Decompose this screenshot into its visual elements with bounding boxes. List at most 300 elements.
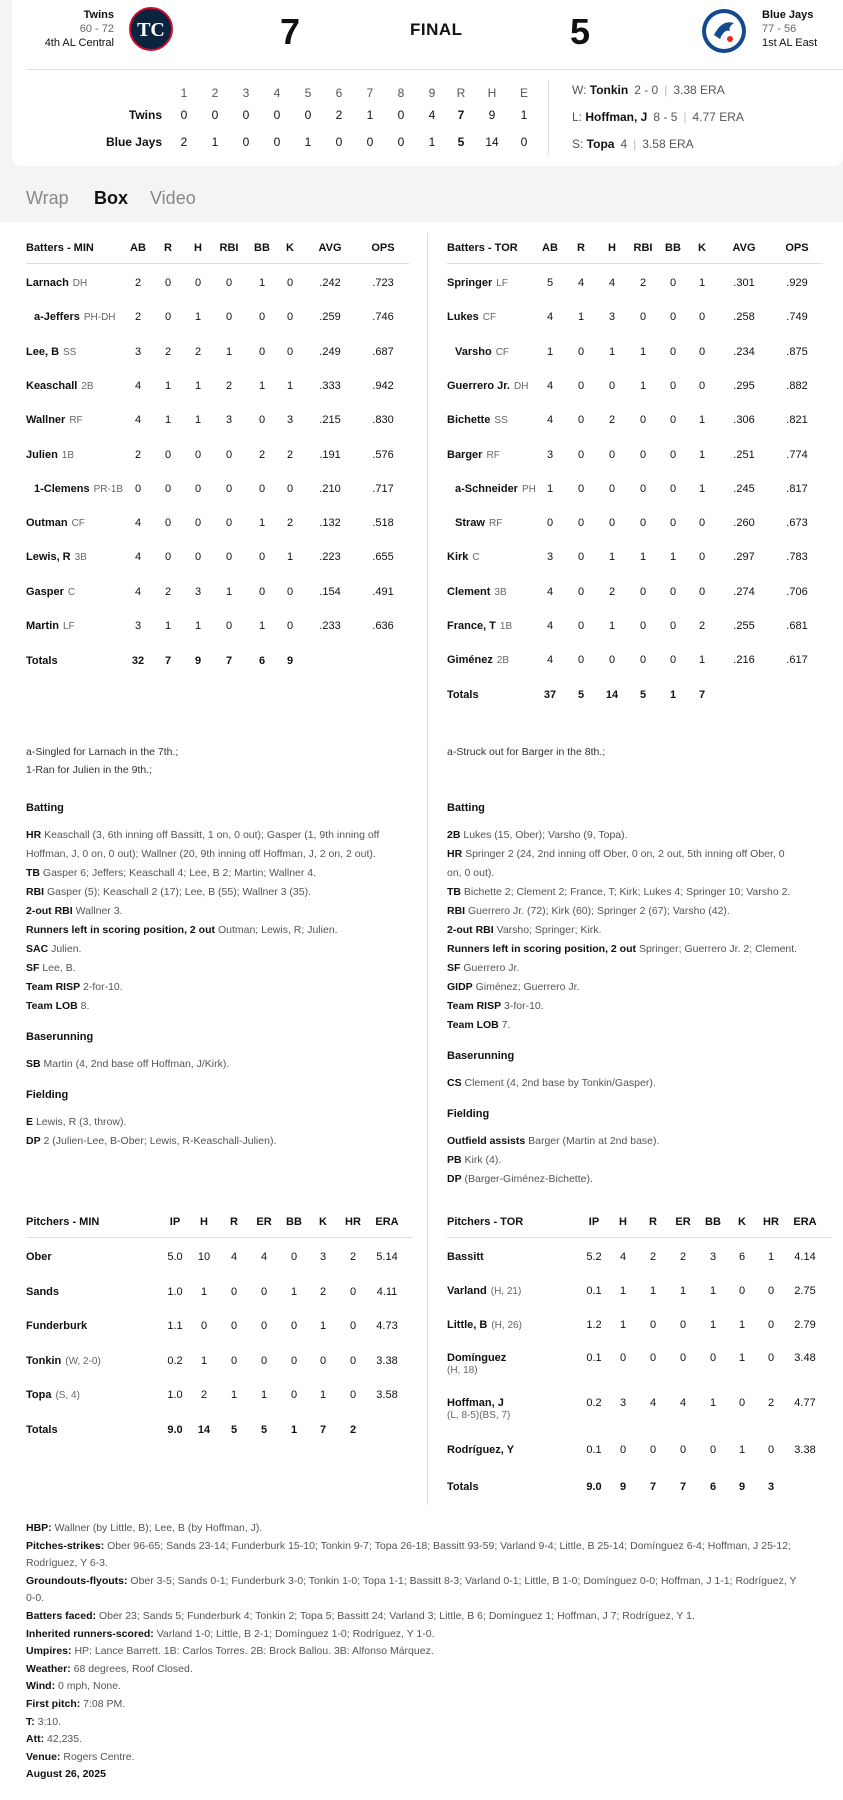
min-detail-line	[26, 826, 379, 845]
twins-logo-icon[interactable]	[129, 7, 173, 51]
linescore-header-7: 7	[366, 86, 374, 100]
min-detail-line	[26, 864, 316, 883]
min-pitching-totals-cell: 5	[260, 1424, 268, 1436]
min-detail-line	[26, 902, 122, 921]
game-info-line	[26, 1748, 826, 1767]
min-batting-header-bb: BB	[254, 242, 270, 254]
tor-batting-totals-cell: 7	[698, 689, 706, 701]
tor-batting-player-row-name	[455, 517, 502, 529]
min-batting-stat-cell: .215	[319, 414, 341, 427]
min-pitching-stat-cell: 0	[349, 1285, 357, 1298]
decision-pitcher[interactable]: Hoffman, J	[585, 110, 648, 124]
tab-wrap[interactable]: Wrap	[26, 188, 69, 208]
tor-batting-stat-cell: 1	[698, 414, 706, 427]
tor-pitching-stat-cell: 0	[738, 1285, 746, 1297]
min-pitching-stat-cell: 4.73	[376, 1320, 398, 1332]
min-batting-table-header-label: Batters - MIN	[26, 242, 94, 254]
tor-pitching-stat-cell: 1	[709, 1319, 717, 1331]
tor-batting-stat-cell: 0	[577, 517, 585, 530]
min-detail-value: Keaschall (3, 6th inning off Bassitt, 1 on, 0 out); Gasper (1, 9th inning off	[44, 829, 380, 841]
away-team-info	[28, 8, 114, 50]
tor-batting-player-position: C	[472, 552, 480, 564]
min-batting-stat-cell: 0	[194, 551, 202, 564]
min-batting-stat-cell: .132	[319, 517, 341, 530]
decision-pitcher[interactable]: Tonkin	[589, 83, 629, 97]
tor-pitching-player-name[interactable]: Bassitt	[447, 1251, 484, 1263]
tor-batting-totals-cell: 14	[605, 689, 619, 701]
min-detail-value: 2 (Julien-Lee, B-Ober; Lewis, R-Keaschall-Julien).	[43, 1135, 277, 1147]
tor-batting-stat-cell: 0	[577, 414, 585, 427]
tor-batting-stat-cell: .706	[786, 585, 808, 598]
min-pitching-stat-cell: 1	[200, 1354, 208, 1367]
min-batting-stat-cell: .655	[372, 551, 394, 564]
tor-batting-stat-cell: 1	[577, 311, 585, 324]
game-info-line	[26, 1642, 826, 1661]
min-batting-player-name[interactable]: Larnach	[26, 277, 69, 289]
min-detail-key: SAC	[26, 943, 49, 955]
tor-batting-stat-cell: 0	[669, 379, 677, 392]
tor-detail-line	[447, 883, 790, 902]
min-batting-stat-cell: .518	[372, 517, 394, 530]
min-pitching-stat-cell: 2	[319, 1285, 327, 1298]
min-batting-stat-cell: 0	[286, 620, 294, 632]
tor-pitching-player-name[interactable]: Domínguez	[447, 1352, 507, 1364]
linescore-cell: 7	[457, 108, 465, 122]
min-pitching-stat-cell: 1	[319, 1389, 327, 1401]
tor-pitching-stat-cell: 4.77	[794, 1397, 816, 1409]
game-info-line	[26, 1625, 826, 1644]
min-detail-value: Wallner 3.	[75, 905, 123, 917]
tor-detail-key: GIDP	[447, 981, 473, 993]
home-team-standing: 1st AL East	[762, 37, 818, 49]
tor-pitching-player-row-name	[447, 1285, 521, 1297]
min-batting-stat-cell: 4	[134, 585, 142, 598]
linescore-team-name[interactable]: Twins	[128, 108, 162, 122]
min-batting-stat-cell: 2	[194, 345, 202, 358]
tor-pitching-pitcher-note-2: (L, 8-5)(BS, 7)	[447, 1410, 511, 1421]
min-detail-value: Gasper (5); Keaschall 2 (17); Lee, B (55); Wallner 3 (35).	[47, 886, 311, 898]
tor-detail-line	[447, 921, 601, 940]
min-section-title: Batting	[26, 802, 64, 814]
tor-batting-player-name[interactable]: Varsho	[455, 345, 492, 358]
tor-pitching-stat-cell: 0.1	[586, 1444, 602, 1456]
linescore-team-name[interactable]: Blue Jays	[105, 135, 162, 149]
tor-pitching-stat-cell: 2	[679, 1251, 687, 1263]
tor-batting-stat-cell: 1	[546, 345, 554, 358]
tor-pitching-player-row-name	[447, 1251, 484, 1263]
min-pitching-stat-cell: 0	[319, 1354, 327, 1367]
tor-batting-stat-cell: 0	[608, 448, 616, 461]
tor-pitching-stat-cell: 4	[679, 1397, 687, 1409]
min-batting-stat-cell: 0	[286, 345, 294, 358]
min-batting-player-name[interactable]: Lee, B	[26, 345, 60, 358]
tor-detail-line	[447, 1170, 593, 1189]
tab-video[interactable]: Video	[150, 188, 196, 208]
tor-batting-stat-cell: 0	[639, 311, 647, 324]
min-pitching-totals-label: Totals	[26, 1424, 58, 1436]
tor-batting-totals-cell: 5	[577, 689, 585, 701]
tor-pitching-player-name[interactable]: Varland	[447, 1285, 487, 1297]
tor-batting-stat-cell: 2	[608, 585, 616, 598]
min-batting-stat-cell: 0	[258, 414, 266, 427]
min-batting-player-row-name	[26, 380, 94, 392]
tor-batting-player-name[interactable]: Barger	[447, 448, 483, 461]
tor-detail-value: on, 0 out).	[447, 867, 495, 879]
min-batting-player-row-name	[34, 311, 116, 323]
min-batting-stat-cell: 1	[194, 379, 202, 392]
min-pitching-totals-cell: 1	[290, 1424, 298, 1436]
decision-pitcher[interactable]: Topa	[586, 137, 615, 151]
linescore-cell: 14	[485, 135, 499, 149]
tor-pitching-stat-cell: 0	[767, 1352, 775, 1364]
linescore-cell: 5	[457, 135, 465, 149]
tor-detail-key: 2B	[447, 829, 461, 841]
tor-detail-line	[447, 1074, 656, 1093]
tor-batting-stat-cell: .783	[786, 551, 808, 564]
tor-batting-player-name[interactable]: Lukes	[447, 311, 479, 324]
min-pitching-header-bb: BB	[286, 1216, 302, 1228]
home-team-record: 77 - 56	[762, 23, 797, 35]
linescore-divider	[548, 80, 549, 155]
min-batting-player-position: CF	[71, 518, 85, 530]
tor-pitching-player-row-name	[447, 1352, 506, 1364]
tor-batting-stat-cell: 4	[608, 277, 616, 289]
tor-batting-stat-cell: 4	[546, 654, 554, 667]
home-team-name[interactable]: Blue Jays	[762, 9, 814, 21]
min-detail-line	[26, 959, 76, 978]
min-batting-stat-cell: 1	[194, 414, 202, 427]
tor-batting-stat-cell: .251	[733, 448, 755, 461]
tor-detail-line	[447, 864, 494, 883]
tor-batting-stat-cell: .258	[733, 311, 755, 324]
min-batting-player-name[interactable]: Keaschall	[26, 379, 78, 392]
min-pitching-stat-cell: 10	[197, 1251, 211, 1263]
tor-batting-stat-cell: .306	[733, 414, 755, 427]
tor-pitching-stat-cell: 6	[738, 1251, 746, 1263]
tor-batting-player-position: RF	[486, 449, 500, 461]
tor-detail-line	[447, 997, 544, 1016]
min-batting-stat-cell: .830	[372, 414, 394, 427]
game-info-value: 0 mph, None.	[57, 1680, 122, 1693]
min-pitching-stat-cell: 1	[319, 1320, 327, 1332]
min-detail-value: 8.	[80, 1000, 90, 1012]
min-batting-player-position: RF	[69, 415, 83, 427]
tor-batting-stat-cell: 0	[698, 551, 706, 564]
min-pitching-stat-cell: 4.11	[376, 1285, 398, 1298]
tor-batting-stat-cell: 0	[608, 379, 616, 392]
tor-batting-header-k: K	[698, 242, 706, 254]
game-info-key: HBP:	[26, 1522, 52, 1534]
min-batting-player-position: SS	[63, 346, 77, 358]
tor-pitching-player-name[interactable]: Little, B	[447, 1319, 488, 1331]
away-team-record: 60 - 72	[79, 23, 114, 35]
min-batting-player-name[interactable]: Martin	[26, 620, 59, 632]
min-batting-stat-cell: .259	[319, 311, 341, 324]
tor-detail-line	[447, 826, 628, 845]
tor-batting-stat-cell: 0	[577, 551, 585, 564]
tor-batting-player-position: CF	[495, 346, 510, 358]
linescore-cell: 1	[366, 108, 374, 122]
min-batting-stat-cell: 1	[164, 379, 172, 392]
min-batting-stat-cell: 1	[258, 620, 266, 632]
min-batting-stat-cell: 1	[164, 414, 172, 427]
tor-batting-player-row-name	[447, 551, 480, 563]
min-batting-player-row-name	[26, 586, 75, 598]
min-batting-player-name[interactable]: Julien	[26, 448, 58, 461]
tor-batting-player-row-name	[447, 277, 508, 289]
min-batting-player-row-name	[26, 277, 87, 289]
min-pitching-stat-cell: 5.0	[167, 1251, 183, 1263]
tor-pitching-stat-cell: 0.2	[586, 1397, 602, 1409]
tor-batting-player-position: 1B	[499, 621, 513, 632]
min-batting-stat-cell: .191	[319, 448, 341, 461]
tor-batting-player-name[interactable]: Giménez	[447, 654, 493, 667]
min-pitching-player-name[interactable]: Tonkin	[26, 1354, 62, 1367]
tor-pitching-stat-cell: 4.14	[794, 1251, 816, 1263]
tor-batting-player-name[interactable]: Straw	[455, 517, 485, 530]
linescore-header-1: 1	[180, 86, 188, 100]
min-batting-stat-cell: 0	[286, 585, 294, 598]
min-batting-player-name[interactable]: Wallner	[26, 414, 66, 427]
game-info-line	[26, 1537, 826, 1556]
game-info-key: Att:	[26, 1733, 45, 1746]
min-batting-player-name[interactable]: a-Jeffers	[34, 311, 80, 324]
tor-batting-stat-cell: 4	[546, 414, 554, 427]
min-batting-player-position: PR-1B	[93, 483, 124, 495]
min-batting-stat-cell: 0	[286, 482, 294, 495]
decision-era: 4.77 ERA	[692, 110, 744, 124]
tor-pitching-header-k: K	[738, 1216, 746, 1228]
tor-batting-stat-cell: 0	[669, 277, 677, 289]
game-info-line	[26, 1607, 826, 1626]
linescore-cell: 1	[520, 108, 528, 122]
tor-batting-header-h: H	[608, 242, 616, 254]
tor-batting-stat-cell: .673	[786, 517, 808, 530]
tor-pitching-player-row-name	[447, 1319, 522, 1331]
min-batting-stat-cell: .491	[372, 585, 394, 598]
tor-pitching-stat-cell: 4	[619, 1251, 627, 1263]
min-pitching-stat-cell: 0	[260, 1354, 268, 1367]
decision-separator: |	[633, 137, 637, 151]
tor-pitching-stat-cell: 0	[649, 1352, 657, 1364]
linescore-cell: 0	[397, 135, 405, 149]
min-batting-stat-cell: 0	[225, 482, 233, 495]
min-batting-player-name[interactable]: 1-Clemens	[34, 482, 90, 495]
min-batting-player-position: 2B	[81, 380, 94, 392]
min-batting-player-position: 1B	[61, 449, 75, 461]
min-batting-stat-cell: 1	[225, 345, 233, 358]
tor-batting-stat-cell: 0	[669, 414, 677, 427]
min-pitching-player-name[interactable]: Topa	[26, 1389, 52, 1401]
tor-pitching-player-name[interactable]: Rodríguez, Y	[447, 1444, 515, 1456]
tor-detail-value: Springer 2 (24, 2nd inning off Ober, 0 on, 2 out, 5th inning off Ober, 0	[465, 848, 785, 860]
min-section-title: Baserunning	[26, 1031, 94, 1043]
min-batting-stat-cell: .210	[319, 482, 341, 495]
min-batting-stat-cell: 3	[225, 414, 233, 427]
linescore-header-h: H	[487, 86, 497, 100]
min-detail-key: Team LOB	[26, 1000, 78, 1012]
min-detail-line	[26, 883, 311, 902]
game-info-key: Weather:	[26, 1662, 71, 1675]
min-batting-stat-cell: 0	[258, 482, 266, 495]
min-batting-stat-cell: 1	[194, 620, 202, 632]
tor-pitching-totals-cell: 3	[767, 1481, 775, 1493]
tor-batting-stat-cell: 1	[669, 551, 677, 564]
game-info-key: Pitches-strikes:	[26, 1539, 105, 1552]
game-info-value: 0-0.	[26, 1592, 45, 1605]
tor-pitching-player-row-name	[447, 1444, 514, 1456]
tor-batting-stat-cell: 0	[669, 517, 677, 530]
decision-era: 3.38 ERA	[673, 83, 725, 97]
min-pitching-header-r: R	[230, 1216, 238, 1228]
min-batting-player-name[interactable]: Outman	[26, 517, 68, 530]
min-pitching-totals-cell: 2	[349, 1424, 357, 1436]
min-pitching-stat-cell: 0	[200, 1320, 208, 1332]
min-batting-header-avg: AVG	[318, 242, 342, 254]
linescore-header-6: 6	[335, 86, 343, 100]
game-info-value: Ober 3-5; Sands 0-1; Funderburk 3-0; Tonkin 1-0; Topa 1-1; Bassitt 8-3; Varland 0-1; Little, B 1-0; Domínguez 0-0; Hoffman, J 1-1; Rodríguez, Y	[130, 1574, 797, 1587]
tor-batting-player-name[interactable]: Clement	[447, 585, 491, 598]
tor-batting-stat-cell: 0	[669, 482, 677, 495]
tor-batting-stat-cell: 0	[577, 379, 585, 392]
min-batting-stat-cell: 1	[258, 379, 266, 392]
tor-detail-value: Lukes (15, Ober); Varsho (9, Topa).	[463, 829, 628, 841]
tor-pitching-stat-cell: 1	[738, 1352, 746, 1364]
tor-pitching-totals-cell: 9.0	[586, 1481, 602, 1493]
min-detail-line	[26, 921, 338, 940]
min-batting-stat-cell: 2	[134, 448, 142, 461]
tor-pitching-player-name[interactable]: Hoffman, J	[447, 1397, 504, 1409]
min-pitching-stat-cell: 3	[319, 1251, 327, 1263]
min-batting-stat-cell: 1	[225, 585, 233, 598]
tor-batting-stat-cell: 2	[608, 414, 616, 427]
tor-batting-player-name[interactable]: Bichette	[447, 414, 491, 427]
min-batting-player-name[interactable]: Lewis, R	[26, 551, 71, 564]
min-pitching-player-row-name	[26, 1355, 101, 1367]
away-team-name[interactable]: Twins	[83, 9, 114, 21]
tor-batting-stat-cell: .274	[733, 585, 755, 598]
min-detail-key: DP	[26, 1135, 41, 1147]
linescore-header-4: 4	[273, 86, 281, 100]
linescore-header-9: 9	[428, 86, 436, 100]
min-batting-stat-cell: 2	[225, 379, 233, 392]
tor-batting-player-position: SS	[494, 415, 508, 427]
tor-detail-key: SF	[447, 962, 461, 974]
game-status: FINAL	[410, 20, 463, 39]
tor-batting-stat-cell: 0	[577, 654, 585, 667]
tor-batting-player-row-name	[455, 346, 509, 358]
min-batting-totals-cell: 7	[164, 655, 172, 667]
min-batting-stat-cell: 2	[164, 585, 172, 598]
min-detail-key: RBI	[26, 886, 45, 898]
decision-label: S:	[572, 137, 587, 151]
decision-record: 2 - 0	[634, 83, 659, 97]
tor-batting-player-position: PH	[521, 483, 536, 495]
min-pitching-player-name[interactable]: Sands	[26, 1285, 60, 1298]
tor-detail-key: HR	[447, 848, 463, 860]
min-batting-stat-cell: 2	[164, 345, 172, 358]
min-pitching-totals-cell: 5	[230, 1424, 238, 1436]
decision-separator: |	[683, 110, 687, 124]
game-info-value: 7:08 PM.	[83, 1698, 126, 1710]
game-info-key: August 26, 2025	[26, 1768, 106, 1781]
linescore-cell: 0	[304, 108, 312, 122]
header-divider	[26, 69, 843, 70]
tor-batting-player-position: 2B	[496, 655, 510, 667]
decision-era: 3.58 ERA	[642, 137, 694, 151]
min-batting-player-name[interactable]: Gasper	[26, 585, 64, 598]
min-pitching-stat-cell: 3.38	[376, 1354, 398, 1367]
min-batting-stat-cell: 1	[286, 551, 294, 564]
tor-pitching-stat-cell: 3.38	[794, 1444, 816, 1456]
min-pitching-player-row-name	[26, 1251, 52, 1263]
tab-box[interactable]: Box	[94, 188, 129, 208]
tor-detail-value: Clement (4, 2nd base by Tonkin/Gasper).	[464, 1077, 656, 1089]
tor-pitching-stat-cell: 0	[767, 1319, 775, 1331]
tor-batting-player-name[interactable]: a-Schneider	[455, 482, 518, 495]
tor-batting-totals-cell: 1	[669, 689, 677, 701]
tor-pitching-totals-cell: 9	[738, 1481, 746, 1493]
game-info-key: T:	[26, 1715, 35, 1728]
min-batting-player-row-name	[26, 517, 85, 529]
tor-detail-line	[447, 940, 797, 959]
tor-batting-player-name[interactable]: Kirk	[447, 551, 469, 564]
tor-batting-stat-cell: 0	[698, 379, 706, 392]
tor-batting-stat-cell: .216	[733, 654, 755, 667]
tor-pitching-header-rule	[447, 1237, 831, 1238]
min-batting-header-ops: OPS	[371, 242, 395, 254]
game-info-value: HP: Lance Barrett. 1B: Carlos Torres. 2B: Brock Ballou. 3B: Alfonso Márquez.	[74, 1645, 434, 1658]
min-detail-line	[26, 845, 376, 864]
min-pitching-stat-cell: 3.58	[376, 1389, 398, 1401]
min-batting-stat-cell: 0	[225, 620, 233, 632]
min-batting-stat-cell: 3	[134, 620, 142, 632]
min-batting-player-row-name	[34, 483, 123, 495]
game-info-value: 3:10.	[37, 1715, 62, 1728]
min-batting-stat-cell: 0	[164, 551, 172, 564]
tor-batting-player-name[interactable]: France, T	[447, 620, 496, 632]
tor-batting-player-name[interactable]: Springer	[447, 277, 493, 289]
tor-pitching-stat-cell: 0	[619, 1352, 627, 1364]
min-detail-line	[26, 1113, 126, 1132]
min-batting-stat-cell: .223	[319, 551, 341, 564]
tor-pitching-stat-cell: 1	[649, 1285, 657, 1297]
tor-pitching-header-ip: IP	[588, 1216, 600, 1228]
linescore-header-2: 2	[211, 86, 219, 100]
svg-text:TC: TC	[137, 19, 165, 41]
tor-batting-player-row-name	[447, 449, 500, 461]
min-batting-player-position: LF	[63, 621, 75, 632]
tor-batting-stat-cell: 0	[608, 482, 616, 495]
tor-batting-player-name[interactable]: Guerrero Jr.	[447, 379, 510, 392]
min-batting-stat-cell: 0	[225, 517, 233, 530]
tor-detail-value: Giménez; Guerrero Jr.	[475, 981, 580, 993]
min-batting-player-position: 3B	[74, 552, 87, 564]
tor-detail-value: (Barger-Giménez-Bichette).	[464, 1173, 593, 1185]
min-detail-key: Team RISP	[26, 981, 81, 993]
tor-detail-line	[447, 845, 785, 864]
game-info-line	[26, 1589, 826, 1608]
min-pitching-player-name[interactable]: Funderburk	[26, 1320, 88, 1332]
tor-batting-stat-cell: 0	[669, 311, 677, 324]
linescore-header-3: 3	[242, 86, 250, 100]
blue-jays-logo-icon[interactable]	[702, 9, 746, 53]
min-pitching-player-name[interactable]: Ober	[26, 1251, 52, 1263]
min-batting-stat-cell: 3	[194, 585, 202, 598]
min-batting-stat-cell: 0	[225, 311, 233, 324]
game-info-value: Rodríguez, Y 6-3.	[26, 1557, 108, 1570]
tor-pitching-stat-cell: 1	[619, 1285, 627, 1297]
